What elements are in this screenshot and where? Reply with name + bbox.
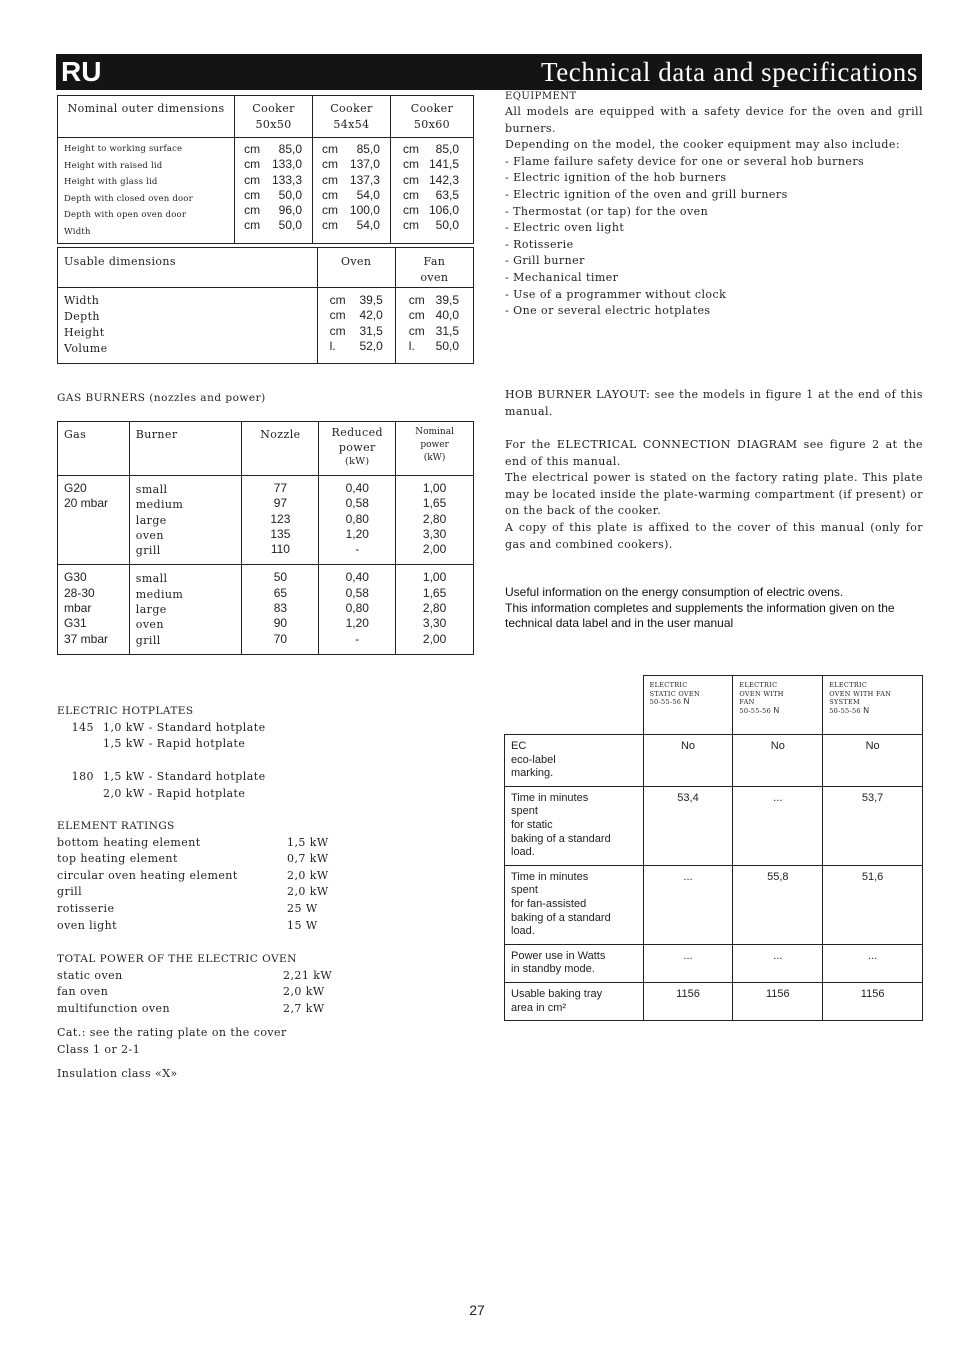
burner-layout-note: HOB BURNER LAYOUT: see the models in figure 1 at the end of this manual. (505, 388, 923, 418)
equipment-intro-2: Depending on the model, the cooker equipment may also include: (505, 138, 901, 152)
list-item: - Rotisserie (505, 237, 574, 251)
equipment-list (505, 154, 923, 320)
plate-line: 1,5 kW - Rapid hotplate (103, 737, 246, 751)
table-row (505, 944, 923, 982)
page-number: 27 (469, 1302, 485, 1318)
equipment-title: EQUIPMENT (505, 91, 577, 102)
table-row (505, 786, 923, 865)
energy-cell: 1156 (733, 982, 823, 1020)
oven-total-line: fan oven 2,0 kW (57, 985, 325, 999)
energy-cell: ... (823, 944, 923, 982)
col-header-50x50: Cooker 50x50 (235, 96, 313, 138)
useful-values-vent: cm 39,5 cm 40,0 cm 31,5 l. 50,0 (395, 288, 473, 364)
electric-plates-title: ELECTRIC HOTPLATES (57, 705, 194, 717)
plate-line: 145 1,0 kW - Standard hotplate (71, 720, 266, 734)
list-item: - Flame failure safety device for one or several hob burners (505, 154, 865, 168)
wiring-para-2: The electrical power is stated on the factory rating plate. This plate may be located inside the plate-warming compartment (if present) or on the back of the cooker. (505, 471, 923, 518)
gas-col-burner: Burner (129, 422, 242, 476)
electric-plates-section (57, 703, 477, 803)
energy-cell: ... (643, 865, 733, 944)
list-item: - Electric oven light (505, 221, 625, 235)
useful-values-oven: cm 39,5 cm 42,0 cm 31,5 l. 52,0 (317, 288, 395, 364)
dimensions-header: Nominal outer dimensions (58, 96, 235, 138)
energy-row-label: Time in minutes spent for static baking of a standard load. (505, 786, 644, 865)
gas-col-reduced: Reduced power (kW) (319, 422, 396, 476)
energy-info-text: This information completes and supplements the information given on the technical data label and in the user manual (505, 600, 895, 631)
table-row (505, 982, 923, 1020)
energy-cell: 55,8 (733, 865, 823, 944)
energy-cell: No (823, 735, 923, 787)
oven-total-line: multifunction oven 2,7 kW (57, 1001, 325, 1015)
gas-type-g20: G20 20 mbar (58, 476, 130, 565)
gas-col-jet: Nozzle (242, 422, 319, 476)
gas-burners-table (57, 421, 474, 655)
gas-type-g30-g31: G30 28-30 mbar G31 37 mbar (58, 565, 130, 654)
oven-total-title: TOTAL POWER OF THE ELECTRIC OVEN (57, 953, 297, 965)
energy-row-label: Usable baking tray area in cm² (505, 982, 644, 1020)
gas-burners-g20: small medium large oven grill (129, 476, 242, 565)
col-header-54x54: Cooker 54x54 (313, 96, 391, 138)
wiring-para-1: For the ELECTRICAL CONNECTION DIAGRAM see figure 2 at the end of this manual. (505, 438, 923, 468)
gas-nominal-g20: 1,00 1,65 2,80 3,30 2,00 (396, 476, 474, 565)
oven-total-section (57, 951, 477, 1017)
energy-cell: No (733, 735, 823, 787)
energy-cell: ... (643, 944, 733, 982)
energy-cell: 1156 (643, 982, 733, 1020)
list-item: - Mechanical timer (505, 270, 619, 284)
energy-info (505, 585, 923, 632)
energy-cell: ... (733, 944, 823, 982)
list-item: - One or several electric hotplates (505, 304, 711, 318)
list-item: - Thermostat (or tap) for the oven (505, 204, 709, 218)
energy-col-static: ELECTRIC STATIC OVEN 50-55-56 N (643, 676, 733, 735)
energy-table (504, 675, 923, 1021)
energy-cell: 1156 (823, 982, 923, 1020)
gas-col-gas: Gas (58, 422, 130, 476)
energy-cell: ... (733, 786, 823, 865)
gas-burners-title: GAS BURNERS (nozzles and power) (57, 392, 266, 404)
language-code: RU (61, 56, 102, 87)
list-item: - Electric ignition of the hob burners (505, 171, 727, 185)
useful-col-vent: Fan oven (395, 248, 473, 288)
dimension-values-54x54: cm 85,0 cm 137,0 cm 137,3 cm 54,0 cm 100,0 cm 54,0 (313, 138, 391, 244)
insulation-note: Insulation class «X» (57, 1067, 178, 1080)
oven-total-line: static oven 2,21 kW (57, 968, 333, 982)
list-item: - Electric ignition of the oven and grill burners (505, 187, 788, 201)
element-line: rotisserie 25 W (57, 901, 318, 915)
dimension-labels: Height to working surface Height with raised lid Height with glass lid Depth with closed oven door Depth with open oven door Width (58, 138, 235, 244)
gas-reduced-g30: 0,40 0,58 0,80 1,20 - (319, 565, 396, 654)
col-header-50x60: Cooker 50x60 (390, 96, 473, 138)
element-power-section (57, 818, 477, 934)
energy-table-corner (505, 676, 644, 735)
energy-row-label: EC eco-label marking. (505, 735, 644, 787)
gas-jets-g20: 77 97 123 135 110 (242, 476, 319, 565)
list-item: - Grill burner (505, 254, 585, 268)
element-line: circular oven heating element 2,0 kW (57, 868, 329, 882)
energy-row-label: Power use in Watts in standby mode. (505, 944, 644, 982)
dimension-values-50x60: cm 85,0 cm 141,5 cm 142,3 cm 63,5 cm 106,0 cm 50,0 (390, 138, 473, 244)
element-line: oven light 15 W (57, 918, 318, 932)
energy-cell: 53,7 (823, 786, 923, 865)
dimension-values-50x50: cm 85,0 cm 133,0 cm 133,3 cm 50,0 cm 96,0 cm 50,0 (235, 138, 313, 244)
table-row (505, 735, 923, 787)
plate-line: 180 1,5 kW - Standard hotplate (71, 770, 266, 784)
energy-cell: 53,4 (643, 786, 733, 865)
energy-cell: No (643, 735, 733, 787)
equipment-intro: All models are equipped with a safety device for the oven and grill burners. (505, 105, 923, 135)
energy-info-title: Useful information on the energy consumption of electric ovens. (505, 585, 844, 599)
gas-reduced-g20: 0,40 0,58 0,80 1,20 - (319, 476, 396, 565)
plate-line: 2,0 kW - Rapid hotplate (103, 786, 246, 800)
gas-burners-g30: small medium large oven grill (129, 565, 242, 654)
table-row (505, 865, 923, 944)
energy-row-label: Time in minutes spent for fan-assisted baking of a standard load. (505, 865, 644, 944)
useful-col-oven: Oven (317, 248, 395, 288)
list-item: - Use of a programmer without clock (505, 287, 727, 301)
dimensions-table (57, 95, 474, 244)
equipment-section (505, 90, 923, 320)
energy-col-vent: ELECTRIC OVEN WITH FAN 50-55-56 N (733, 676, 823, 735)
gas-nominal-g30: 1,00 1,65 2,80 3,30 2,00 (396, 565, 474, 654)
page-title: Technical data and specifications (541, 57, 918, 87)
element-line: top heating element 0,7 kW (57, 852, 329, 866)
category-note: Cat.: see the rating plate on the cover Class 1 or 2-1 (57, 1026, 287, 1056)
wiring-section (505, 437, 923, 553)
element-power-title: ELEMENT RATINGS (57, 820, 175, 832)
element-line: grill 2,0 kW (57, 885, 329, 899)
wiring-para-3: A copy of this plate is affixed to the cover of this manual (only for gas and combined cookers). (505, 520, 923, 551)
energy-cell: 51,6 (823, 865, 923, 944)
gas-jets-g30: 50 65 83 90 70 (242, 565, 319, 654)
useful-dimensions-table (57, 247, 474, 364)
element-line: bottom heating element 1,5 kW (57, 835, 329, 849)
useful-labels: Width Depth Height Volume (58, 288, 318, 364)
energy-col-multi: ELECTRIC OVEN WITH FAN SYSTEM 50-55-56 N (823, 676, 923, 735)
useful-header: Usable dimensions (58, 248, 318, 288)
gas-col-nominal: Nominal power (kW) (396, 422, 474, 476)
